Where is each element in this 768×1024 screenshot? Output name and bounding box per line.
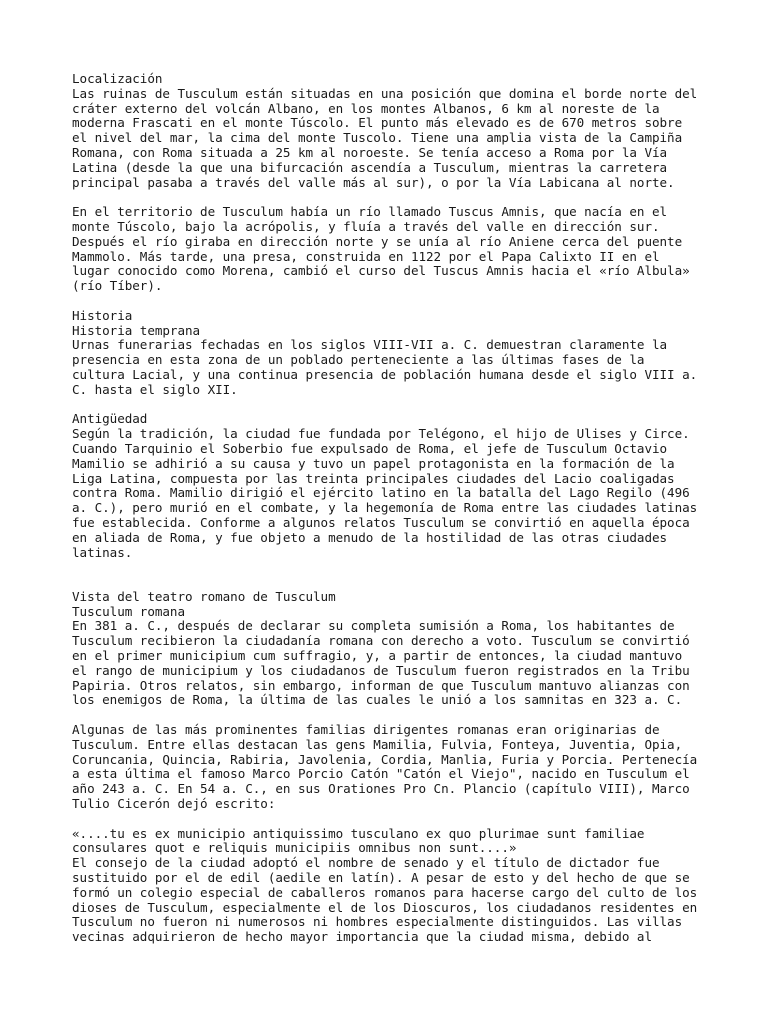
text-line: Algunas de las más prominentes familias dirigentes romanas eran originarias de — [72, 722, 660, 738]
text-line: monte Túscolo, bajo la acrópolis, y fluía a través del valle en dirección sur. — [72, 218, 660, 234]
paragraph-gap — [72, 560, 700, 590]
text-line: Cuando Tarquinio el Soberbio fue expulsado de Roma, el jefe de Tusculum Octavio — [72, 440, 668, 456]
section-subheading: Tusculum romana — [72, 603, 185, 619]
text-line: latinas. — [72, 544, 133, 560]
section-tusculum-romana — [72, 590, 700, 708]
text-line: (río Tíber). — [72, 278, 163, 294]
section-historia — [72, 309, 700, 398]
quote-line: consulares quot e reliquis municipiis omnibus non sunt....» — [72, 840, 517, 856]
section-localizacion — [72, 72, 700, 190]
section-tuscus-amnis — [72, 205, 700, 294]
text-line: Mammolo. Más tarde, una presa, construida en 1122 por el Papa Calixto II en el — [72, 248, 660, 264]
text-line: lugar conocido como Morena, cambió el curso del Tuscus Amnis hacia el «río Albula» — [72, 263, 690, 279]
paragraph-gap — [72, 708, 700, 723]
text-line: Mamilio se adhirió a su causa y tuvo un papel protagonista en la formación de la — [72, 455, 675, 471]
text-line: moderna Frascati en el monte Túscolo. El punto más elevado es de 670 metros sobre — [72, 115, 683, 131]
text-line: El consejo de la ciudad adoptó el nombre de senado y el título de dictador fue — [72, 855, 660, 871]
text-line: C. hasta el siglo XII. — [72, 381, 238, 397]
section-heading: Antigüedad — [72, 411, 148, 427]
text-line: en el primer municipium cum suffragio, y, a partir de entonces, la ciudad mantuvo — [72, 648, 683, 664]
text-line: vecinas adquirieron de hecho mayor importancia que la ciudad misma, debido al — [72, 929, 652, 945]
text-line: Romana, con Roma situada a 25 km al noroeste. Se tenía acceso a Roma por la Vía — [72, 144, 668, 160]
text-line: Latina (desde la que una bifurcación ascendía a Tusculum, mientras la carretera — [72, 159, 668, 175]
text-line: en aliada de Roma, y fue objeto a menudo de la hostilidad de las otras ciudades — [72, 529, 668, 545]
paragraph-gap — [72, 812, 700, 827]
section-antiguedad — [72, 412, 700, 560]
text-line: Tusculum. Entre ellas destacan las gens Mamilia, Fulvia, Fonteya, Juventia, Opia, — [72, 736, 683, 752]
section-heading: Historia — [72, 307, 133, 323]
text-line: Tulio Cicerón dejó escrito: — [72, 796, 276, 812]
text-line: Papiria. Otros relatos, sin embargo, informan de que Tusculum mantuvo alianzas con — [72, 677, 690, 693]
section-heading: Localización — [72, 71, 163, 86]
section-familias — [72, 723, 700, 812]
image-caption: Vista del teatro romano de Tusculum — [72, 588, 336, 604]
paragraph-gap — [72, 190, 700, 205]
text-line: presencia en esta zona de un poblado perteneciente a las últimas fases de la — [72, 352, 645, 368]
text-line: a. C.), pero murió en el combate, y la hegemonía de Roma entre las ciudades latinas — [72, 500, 698, 516]
text-line: Tusculum recibieron la ciudadanía romana con derecho a voto. Tusculum se convirtió — [72, 633, 690, 649]
text-line: cultura Lacial, y una continua presencia de población humana desde el siglo VIII a. — [72, 366, 698, 382]
text-line: Urnas funerarias fechadas en los siglos VIII-VII a. C. demuestran claramente la — [72, 337, 668, 353]
paragraph-gap — [72, 398, 700, 413]
text-line: año 243 a. C. En 54 a. C., en sus Orationes Pro Cn. Plancio (capítulo VIII), Marco — [72, 781, 690, 797]
text-line: los enemigos de Roma, la última de las cuales le unió a los samnitas en 323 a. C. — [72, 692, 683, 708]
text-line: a esta última el famoso Marco Porcio Catón "Catón el Viejo", nacido en Tusculum el — [72, 766, 690, 782]
text-line: dioses de Tusculum, especialmente el de los Dioscuros, los ciudadanos residentes en — [72, 899, 698, 915]
text-line: fue establecida. Conforme a algunos relatos Tusculum se convirtió en aquella época — [72, 514, 690, 530]
text-line: Según la tradición, la ciudad fue fundada por Telégono, el hijo de Ulises y Circe. — [72, 426, 690, 442]
section-subheading: Historia temprana — [72, 322, 201, 338]
text-line: cráter externo del volcán Albano, en los montes Albanos, 6 km al noreste de la — [72, 100, 660, 116]
text-line: En 381 a. C., después de declarar su completa sumisión a Roma, los habitantes de — [72, 618, 675, 634]
text-line: contra Roma. Mamilio dirigió el ejército latino en la batalla del Lago Regilo (496 — [72, 485, 690, 501]
text-line: principal pasaba a través del valle más al sur), o por la Vía Labicana al norte. — [72, 174, 675, 190]
text-line: En el territorio de Tusculum había un río llamado Tuscus Amnis, que nacía en el — [72, 204, 668, 220]
text-line: Tusculum no fueron ni numerosos ni hombres especialmente distinguidos. Las villas — [72, 914, 683, 930]
text-line: Después el río giraba en dirección norte y se unía al río Aniene cerca del puente — [72, 233, 683, 249]
text-line: el nivel del mar, la cima del monte Tuscolo. Tiene una amplia vista de la Campiña — [72, 130, 683, 146]
text-line: el rango de municipium y los ciudadanos de Tusculum fueron registrados en la Tribu — [72, 662, 690, 678]
paragraph-gap — [72, 294, 700, 309]
text-line: Coruncania, Quincia, Rabiria, Javolenia, Cordia, Manlia, Furia y Porcia. Pertenecía — [72, 751, 698, 767]
text-line: Las ruinas de Tusculum están situadas en una posición que domina el borde norte del — [72, 85, 698, 101]
text-line: sustituido por el de edil (aedile en latín). A pesar de esto y del hecho de que se — [72, 870, 690, 886]
quote-line: «....tu es ex municipio antiquissimo tusculano ex quo plurimae sunt familiae — [72, 825, 645, 841]
text-line: formó un colegio especial de caballeros romanos para hacerse cargo del culto de los — [72, 884, 698, 900]
text-line: Liga Latina, compuesta por las treinta principales ciudades del Lacio coaligadas — [72, 470, 675, 486]
section-consejo — [72, 827, 700, 945]
